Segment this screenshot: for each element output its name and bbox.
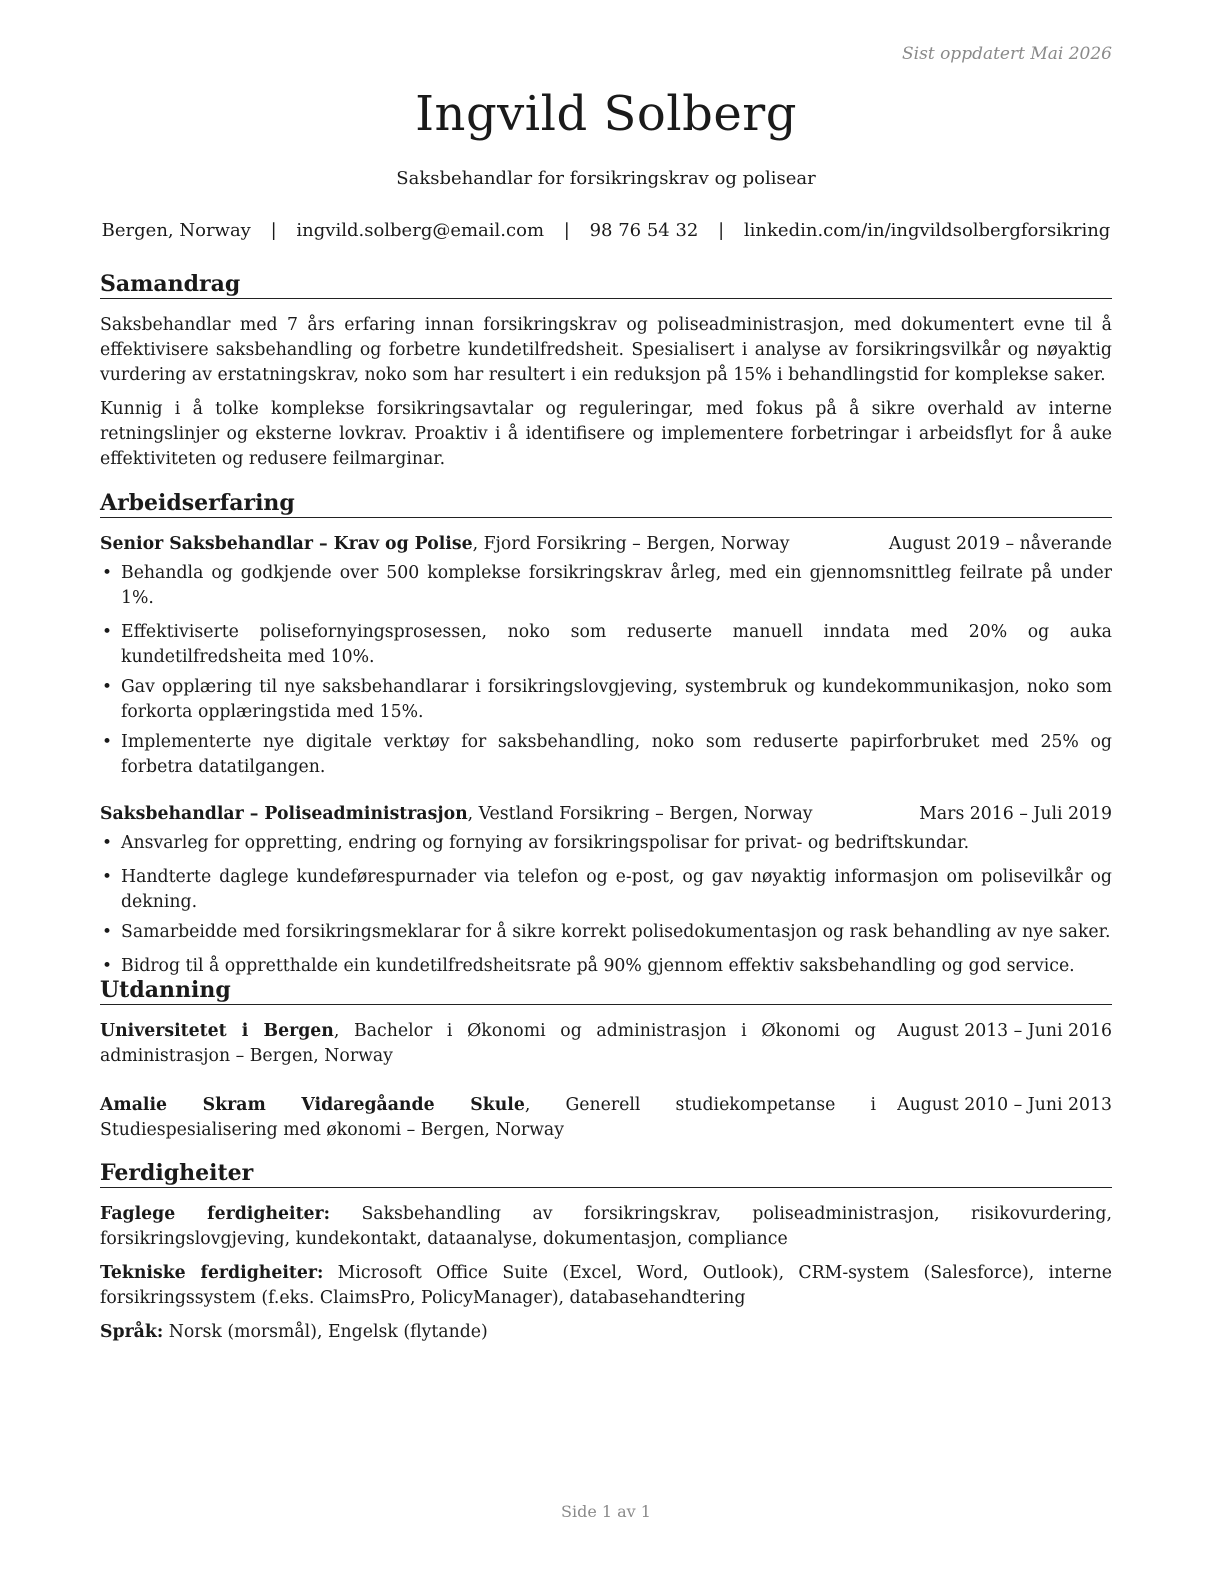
contact-location: Bergen, Norway: [101, 220, 251, 241]
summary-paragraph: Saksbehandlar med 7 års erfaring innan forsikringskrav og poliseadministrasjon, med dokumentert evne til å effektivisere saksbehandling og forbetre kundetilfredsheit. Spesialisert i analyse av forsikringsvilkår og nøyaktig vurdering av erstatningskrav, noko som har resultert i ein reduksjon på 15% i behandlingstid for komplekse saker.: [100, 315, 1112, 385]
job-bullet: • Samarbeidde med forsikringsmeklarar for å sikre korrekt polisedokumentasjon og rask behandling av nye saker.: [100, 920, 1112, 945]
contact-separator: |: [563, 220, 570, 241]
section-heading: Ferdigheiter: [100, 1159, 1112, 1188]
resume-page: [100, 0, 1112, 1584]
contact-line: [100, 220, 1112, 241]
job-employer: , Fjord Forsikring – Bergen, Norway: [472, 534, 790, 554]
job-dates: August 2019 – nåverande: [888, 534, 1112, 554]
skill-text: Norsk (morsmål), Engelsk (flytande): [163, 1322, 488, 1342]
job-employer: , Vestland Forsikring – Bergen, Norway: [467, 804, 813, 824]
skill-group: [100, 1202, 1112, 1252]
job-bullet: • Ansvarleg for oppretting, endring og fornying av forsikringspolisar for privat- og bedriftskundar.: [100, 831, 1112, 856]
job-bullet: • Handterte daglege kundeførespurnader via telefon og e-post, og gav nøyaktig informasjon om polisevilkår og dekning.: [100, 865, 1112, 915]
skill-label: Tekniske ferdigheiter:: [100, 1263, 324, 1283]
job-bullet: • Gav opplæring til nye saksbehandlarar i forsikringslovgjeving, systembruk og kundekommunikasjon, noko som forkorta opplæringstida med 15%.: [100, 675, 1112, 725]
skill-text: Saksbehandling av forsikringskrav, poliseadministrasjon, risikovurdering, forsikringslovgjeving, kundekontakt, dataanalyse, dokumentasjon, compliance: [100, 1204, 1112, 1249]
summary-section: [100, 270, 1112, 472]
candidate-subtitle: Saksbehandlar for forsikringskrav og polisear: [396, 168, 816, 189]
education-school: Amalie Skram Vidaregåande Skule: [100, 1095, 525, 1115]
job-bullet: • Implementerte nye digitale verktøy for saksbehandling, noko som reduserte papirforbruket med 25% og forbetra datatilgangen.: [100, 730, 1112, 780]
page-number: Side 1 av 1: [561, 1502, 651, 1521]
education-section: [100, 976, 1112, 1143]
job-bullet: • Behandla og godkjende over 500 komplekse forsikringskrav årleg, med ein gjennomsnittleg feilrate på under 1%.: [100, 561, 1112, 611]
education-school: Universitetet i Bergen: [100, 1021, 334, 1041]
education-entry: [100, 1019, 1112, 1069]
job-title: Senior Saksbehandlar – Krav og Polise: [100, 534, 473, 554]
education-dates: August 2013 – Juni 2016: [897, 1021, 1112, 1041]
education-dates: August 2010 – Juni 2013: [897, 1095, 1112, 1115]
job-header: [100, 532, 1112, 557]
education-detail: , Generell studiekompetanse i Studiespesialisering med økonomi – Bergen, Norway: [100, 1095, 877, 1140]
job-title: Saksbehandlar – Poliseadministrasjon: [100, 804, 468, 824]
contact-linkedin[interactable]: linkedin.com/in/ingvildsolbergforsikring: [743, 220, 1111, 241]
job-entry: [100, 802, 1112, 979]
last-updated: Sist oppdatert Mai 2026: [902, 44, 1112, 64]
section-heading: Arbeidserfaring: [100, 489, 1112, 518]
section-heading: Samandrag: [100, 270, 1112, 299]
skills-section: [100, 1159, 1112, 1345]
skill-label: Språk:: [100, 1322, 164, 1342]
job-bullets: [100, 561, 1112, 780]
job-dates: Mars 2016 – Juli 2019: [919, 804, 1112, 824]
job-bullet: • Effektiviserte polisefornyingsprosessen, noko som reduserte manuell inndata med 20% og auka kundetilfredsheita med 10%.: [100, 620, 1112, 670]
skill-text: Microsoft Office Suite (Excel, Word, Outlook), CRM-system (Salesforce), interne forsikringssystem (f.eks. ClaimsPro, PolicyManager), databasehandtering: [100, 1263, 1112, 1308]
candidate-name: Ingvild Solberg: [415, 86, 797, 142]
job-bullets: [100, 831, 1112, 979]
job-entry: [100, 532, 1112, 780]
contact-separator: |: [718, 220, 725, 241]
job-bullet: • Bidrog til å oppretthalde ein kundetilfredsheitsrate på 90% gjennom effektiv saksbehandling og god service.: [100, 954, 1112, 979]
skill-label: Faglege ferdigheiter:: [100, 1204, 331, 1224]
summary-paragraph: Kunnig i å tolke komplekse forsikringsavtalar og reguleringar, med fokus på å sikre overhald av interne retningslinjer og eksterne lovkrav. Proaktiv i å identifisere og implementere forbetringar i arbeidsflyt for å auke effektiviteten og redusere feilmarginar.: [100, 399, 1112, 469]
skill-group: [100, 1261, 1112, 1311]
contact-separator: |: [270, 220, 277, 241]
skill-group: [100, 1320, 1112, 1345]
contact-phone: 98 76 54 32: [589, 220, 699, 241]
contact-email[interactable]: ingvild.solberg@email.com: [296, 220, 545, 241]
experience-section: [100, 489, 1112, 979]
education-entry: [100, 1093, 1112, 1143]
job-header: [100, 802, 1112, 827]
section-heading: Utdanning: [100, 976, 1112, 1005]
education-detail: , Bachelor i Økonomi og administrasjon i Økonomi og administrasjon – Bergen, Norway: [100, 1021, 876, 1066]
